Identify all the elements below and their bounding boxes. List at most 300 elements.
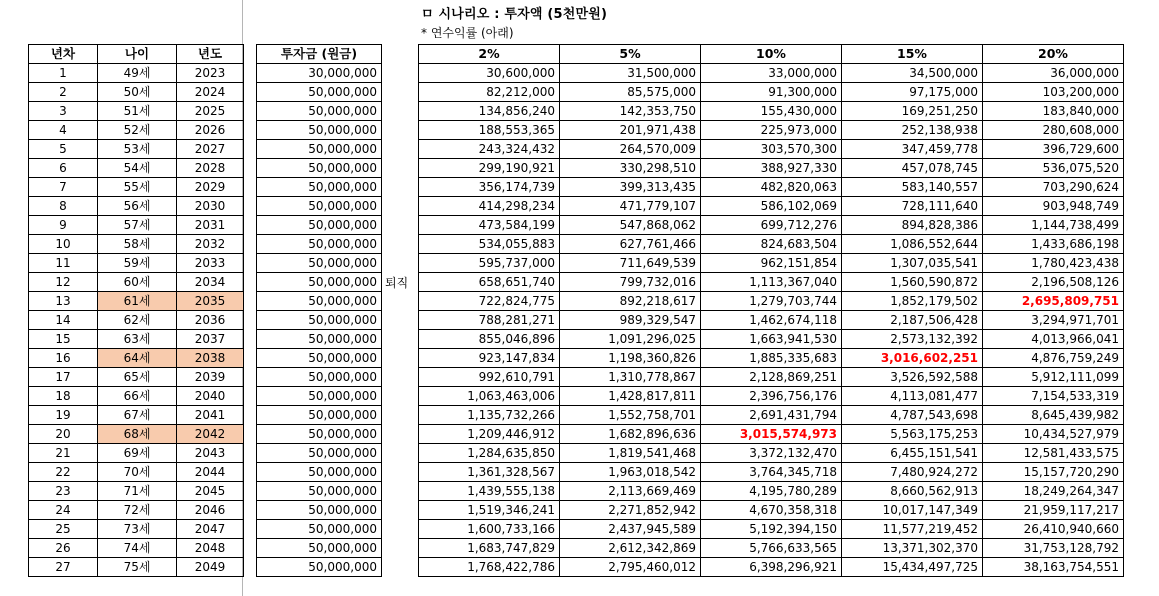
year-cell[interactable]: 2047 xyxy=(177,520,244,539)
age-cell[interactable]: 60세 xyxy=(98,273,177,292)
value-cell-10pct[interactable]: 1,113,367,040 xyxy=(701,273,842,292)
value-cell-20pct[interactable]: 1,433,686,198 xyxy=(983,235,1124,254)
value-cell-20pct[interactable]: 2,695,809,751 xyxy=(983,292,1124,311)
investment-row xyxy=(257,520,382,539)
age-cell[interactable]: 64세 xyxy=(98,349,177,368)
investment-cell[interactable]: 50,000,000 xyxy=(257,121,382,140)
value-cell-20pct[interactable]: 7,154,533,319 xyxy=(983,387,1124,406)
header-rate-5pct[interactable]: 5% xyxy=(560,45,701,64)
value-cell-2pct[interactable]: 243,324,432 xyxy=(419,140,560,159)
value-cell-20pct[interactable]: 26,410,940,660 xyxy=(983,520,1124,539)
value-cell-15pct[interactable]: 1,852,179,502 xyxy=(842,292,983,311)
scenario-row xyxy=(419,539,1124,558)
year-age-row xyxy=(29,558,244,577)
scenario-row xyxy=(419,463,1124,482)
value-cell-2pct[interactable]: 188,553,365 xyxy=(419,121,560,140)
age-cell[interactable]: 62세 xyxy=(98,311,177,330)
year-cell[interactable]: 2035 xyxy=(177,292,244,311)
value-cell-15pct[interactable]: 347,459,778 xyxy=(842,140,983,159)
value-cell-10pct[interactable]: 1,462,674,118 xyxy=(701,311,842,330)
year-age-row xyxy=(29,482,244,501)
year-cell[interactable]: 2041 xyxy=(177,406,244,425)
year-age-row xyxy=(29,121,244,140)
investment-row xyxy=(257,216,382,235)
value-cell-5pct[interactable]: 627,761,466 xyxy=(560,235,701,254)
age-cell[interactable]: 51세 xyxy=(98,102,177,121)
value-cell-2pct[interactable]: 1,361,328,567 xyxy=(419,463,560,482)
year-cell[interactable]: 2028 xyxy=(177,159,244,178)
year-no-cell[interactable]: 16 xyxy=(29,349,98,368)
value-cell-10pct[interactable]: 388,927,330 xyxy=(701,159,842,178)
investment-cell[interactable]: 50,000,000 xyxy=(257,140,382,159)
year-cell[interactable]: 2027 xyxy=(177,140,244,159)
investment-row xyxy=(257,368,382,387)
year-no-cell[interactable]: 18 xyxy=(29,387,98,406)
scenario-row xyxy=(419,292,1124,311)
value-cell-5pct[interactable]: 2,113,669,469 xyxy=(560,482,701,501)
value-cell-20pct[interactable]: 183,840,000 xyxy=(983,102,1124,121)
value-cell-2pct[interactable]: 1,519,346,241 xyxy=(419,501,560,520)
year-no-cell[interactable]: 19 xyxy=(29,406,98,425)
scenario-row xyxy=(419,64,1124,83)
value-cell-15pct[interactable]: 583,140,557 xyxy=(842,178,983,197)
year-cell[interactable]: 2034 xyxy=(177,273,244,292)
header-year[interactable]: 년도 xyxy=(177,45,244,64)
year-age-row xyxy=(29,140,244,159)
value-cell-5pct[interactable]: 1,428,817,811 xyxy=(560,387,701,406)
year-age-row xyxy=(29,425,244,444)
value-cell-2pct[interactable]: 722,824,775 xyxy=(419,292,560,311)
value-cell-10pct[interactable]: 3,372,132,470 xyxy=(701,444,842,463)
investment-cell[interactable]: 50,000,000 xyxy=(257,178,382,197)
age-cell[interactable]: 59세 xyxy=(98,254,177,273)
value-cell-10pct[interactable]: 824,683,504 xyxy=(701,235,842,254)
value-cell-15pct[interactable]: 97,175,000 xyxy=(842,83,983,102)
investment-row xyxy=(257,425,382,444)
year-cell[interactable]: 2032 xyxy=(177,235,244,254)
investment-cell[interactable]: 50,000,000 xyxy=(257,482,382,501)
scenario-row xyxy=(419,520,1124,539)
value-cell-10pct[interactable]: 3,764,345,718 xyxy=(701,463,842,482)
value-cell-5pct[interactable]: 201,971,438 xyxy=(560,121,701,140)
value-cell-5pct[interactable]: 142,353,750 xyxy=(560,102,701,121)
value-cell-5pct[interactable]: 2,271,852,942 xyxy=(560,501,701,520)
investment-cell[interactable]: 50,000,000 xyxy=(257,235,382,254)
investment-row xyxy=(257,349,382,368)
value-cell-5pct[interactable]: 264,570,009 xyxy=(560,140,701,159)
investment-cell[interactable]: 50,000,000 xyxy=(257,444,382,463)
value-cell-5pct[interactable]: 989,329,547 xyxy=(560,311,701,330)
investment-cell[interactable]: 50,000,000 xyxy=(257,520,382,539)
value-cell-20pct[interactable]: 21,959,117,217 xyxy=(983,501,1124,520)
year-cell[interactable]: 2026 xyxy=(177,121,244,140)
year-no-cell[interactable]: 7 xyxy=(29,178,98,197)
value-cell-15pct[interactable]: 34,500,000 xyxy=(842,64,983,83)
age-cell[interactable]: 67세 xyxy=(98,406,177,425)
year-cell[interactable]: 2044 xyxy=(177,463,244,482)
year-no-cell[interactable]: 12 xyxy=(29,273,98,292)
investment-cell[interactable]: 50,000,000 xyxy=(257,273,382,292)
investment-cell[interactable]: 50,000,000 xyxy=(257,83,382,102)
value-cell-5pct[interactable]: 2,437,945,589 xyxy=(560,520,701,539)
value-cell-2pct[interactable]: 1,209,446,912 xyxy=(419,425,560,444)
value-cell-5pct[interactable]: 1,819,541,468 xyxy=(560,444,701,463)
year-no-cell[interactable]: 14 xyxy=(29,311,98,330)
value-cell-10pct[interactable]: 2,691,431,794 xyxy=(701,406,842,425)
age-cell[interactable]: 54세 xyxy=(98,159,177,178)
year-no-cell[interactable]: 22 xyxy=(29,463,98,482)
investment-row xyxy=(257,444,382,463)
scenario-row xyxy=(419,501,1124,520)
year-no-cell[interactable]: 23 xyxy=(29,482,98,501)
value-cell-5pct[interactable]: 799,732,016 xyxy=(560,273,701,292)
investment-row xyxy=(257,102,382,121)
scenario-row xyxy=(419,444,1124,463)
year-cell[interactable]: 2043 xyxy=(177,444,244,463)
investment-cell[interactable]: 50,000,000 xyxy=(257,463,382,482)
value-cell-5pct[interactable]: 1,963,018,542 xyxy=(560,463,701,482)
investment-cell[interactable]: 50,000,000 xyxy=(257,387,382,406)
value-cell-10pct[interactable]: 6,398,296,921 xyxy=(701,558,842,577)
year-cell[interactable]: 2033 xyxy=(177,254,244,273)
value-cell-15pct[interactable]: 169,251,250 xyxy=(842,102,983,121)
value-cell-5pct[interactable]: 399,313,435 xyxy=(560,178,701,197)
investment-cell[interactable]: 50,000,000 xyxy=(257,292,382,311)
value-cell-5pct[interactable]: 547,868,062 xyxy=(560,216,701,235)
value-cell-10pct[interactable]: 225,973,000 xyxy=(701,121,842,140)
value-cell-15pct[interactable]: 1,560,590,872 xyxy=(842,273,983,292)
value-cell-5pct[interactable]: 31,500,000 xyxy=(560,64,701,83)
age-cell[interactable]: 73세 xyxy=(98,520,177,539)
value-cell-10pct[interactable]: 1,279,703,744 xyxy=(701,292,842,311)
year-no-cell[interactable]: 21 xyxy=(29,444,98,463)
year-age-row xyxy=(29,330,244,349)
year-no-cell[interactable]: 9 xyxy=(29,216,98,235)
value-cell-20pct[interactable]: 396,729,600 xyxy=(983,140,1124,159)
value-cell-15pct[interactable]: 3,526,592,588 xyxy=(842,368,983,387)
value-cell-20pct[interactable]: 2,196,508,126 xyxy=(983,273,1124,292)
value-cell-2pct[interactable]: 534,055,883 xyxy=(419,235,560,254)
year-no-cell[interactable]: 20 xyxy=(29,425,98,444)
investment-row xyxy=(257,311,382,330)
value-cell-15pct[interactable]: 15,434,497,725 xyxy=(842,558,983,577)
age-cell[interactable]: 56세 xyxy=(98,197,177,216)
year-no-cell[interactable]: 2 xyxy=(29,83,98,102)
scenario-row xyxy=(419,159,1124,178)
year-cell[interactable]: 2030 xyxy=(177,197,244,216)
value-cell-20pct[interactable]: 536,075,520 xyxy=(983,159,1124,178)
value-cell-5pct[interactable]: 2,795,460,012 xyxy=(560,558,701,577)
investment-cell[interactable]: 50,000,000 xyxy=(257,102,382,121)
value-cell-15pct[interactable]: 7,480,924,272 xyxy=(842,463,983,482)
value-cell-5pct[interactable]: 1,091,296,025 xyxy=(560,330,701,349)
year-cell[interactable]: 2036 xyxy=(177,311,244,330)
value-cell-2pct[interactable]: 1,600,733,166 xyxy=(419,520,560,539)
investment-cell[interactable]: 50,000,000 xyxy=(257,539,382,558)
age-cell[interactable]: 53세 xyxy=(98,140,177,159)
value-cell-5pct[interactable]: 1,682,896,636 xyxy=(560,425,701,444)
value-cell-2pct[interactable]: 473,584,199 xyxy=(419,216,560,235)
value-cell-5pct[interactable]: 1,198,360,826 xyxy=(560,349,701,368)
scenario-row xyxy=(419,197,1124,216)
value-cell-10pct[interactable]: 1,885,335,683 xyxy=(701,349,842,368)
value-cell-15pct[interactable]: 10,017,147,349 xyxy=(842,501,983,520)
year-cell[interactable]: 2038 xyxy=(177,349,244,368)
value-cell-20pct[interactable]: 15,157,720,290 xyxy=(983,463,1124,482)
age-cell[interactable]: 58세 xyxy=(98,235,177,254)
value-cell-2pct[interactable]: 1,135,732,266 xyxy=(419,406,560,425)
value-cell-10pct[interactable]: 91,300,000 xyxy=(701,83,842,102)
value-cell-2pct[interactable]: 788,281,271 xyxy=(419,311,560,330)
investment-cell[interactable]: 50,000,000 xyxy=(257,197,382,216)
value-cell-2pct[interactable]: 992,610,791 xyxy=(419,368,560,387)
year-age-row xyxy=(29,216,244,235)
year-cell[interactable]: 2040 xyxy=(177,387,244,406)
header-age[interactable]: 나이 xyxy=(98,45,177,64)
header-rate-20pct[interactable]: 20% xyxy=(983,45,1124,64)
year-no-cell[interactable]: 13 xyxy=(29,292,98,311)
age-cell[interactable]: 49세 xyxy=(98,64,177,83)
value-cell-15pct[interactable]: 1,307,035,541 xyxy=(842,254,983,273)
investment-cell[interactable]: 50,000,000 xyxy=(257,254,382,273)
scenario-row xyxy=(419,482,1124,501)
value-cell-2pct[interactable]: 595,737,000 xyxy=(419,254,560,273)
value-cell-20pct[interactable]: 703,290,624 xyxy=(983,178,1124,197)
value-cell-2pct[interactable]: 356,174,739 xyxy=(419,178,560,197)
value-cell-15pct[interactable]: 2,187,506,428 xyxy=(842,311,983,330)
year-no-cell[interactable]: 24 xyxy=(29,501,98,520)
header-investment[interactable]: 투자금 (원금) xyxy=(257,45,382,64)
value-cell-2pct[interactable]: 82,212,000 xyxy=(419,83,560,102)
value-cell-5pct[interactable]: 892,218,617 xyxy=(560,292,701,311)
investment-row xyxy=(257,463,382,482)
year-age-row xyxy=(29,83,244,102)
value-cell-2pct[interactable]: 855,046,896 xyxy=(419,330,560,349)
header-rate-10pct[interactable]: 10% xyxy=(701,45,842,64)
value-cell-5pct[interactable]: 471,779,107 xyxy=(560,197,701,216)
value-cell-2pct[interactable]: 1,439,555,138 xyxy=(419,482,560,501)
year-age-table xyxy=(28,44,244,577)
scenario-row xyxy=(419,83,1124,102)
value-cell-20pct[interactable]: 1,780,423,438 xyxy=(983,254,1124,273)
value-cell-5pct[interactable]: 1,552,758,701 xyxy=(560,406,701,425)
value-cell-20pct[interactable]: 31,753,128,792 xyxy=(983,539,1124,558)
value-cell-2pct[interactable]: 1,284,635,850 xyxy=(419,444,560,463)
year-cell[interactable]: 2045 xyxy=(177,482,244,501)
value-cell-15pct[interactable]: 894,828,386 xyxy=(842,216,983,235)
age-cell[interactable]: 52세 xyxy=(98,121,177,140)
investment-cell[interactable]: 50,000,000 xyxy=(257,349,382,368)
year-no-cell[interactable]: 5 xyxy=(29,140,98,159)
value-cell-2pct[interactable]: 658,651,740 xyxy=(419,273,560,292)
age-cell[interactable]: 72세 xyxy=(98,501,177,520)
age-cell[interactable]: 71세 xyxy=(98,482,177,501)
investment-row xyxy=(257,501,382,520)
investment-row xyxy=(257,64,382,83)
value-cell-2pct[interactable]: 30,600,000 xyxy=(419,64,560,83)
age-cell[interactable]: 57세 xyxy=(98,216,177,235)
investment-cell[interactable]: 50,000,000 xyxy=(257,406,382,425)
retire-label: 퇴직 xyxy=(385,276,409,290)
scenario-row xyxy=(419,216,1124,235)
value-cell-10pct[interactable]: 2,396,756,176 xyxy=(701,387,842,406)
age-cell[interactable]: 75세 xyxy=(98,558,177,577)
age-cell[interactable]: 50세 xyxy=(98,83,177,102)
age-cell[interactable]: 66세 xyxy=(98,387,177,406)
value-cell-20pct[interactable]: 18,249,264,347 xyxy=(983,482,1124,501)
value-cell-2pct[interactable]: 1,768,422,786 xyxy=(419,558,560,577)
value-cell-2pct[interactable]: 134,856,240 xyxy=(419,102,560,121)
year-no-cell[interactable]: 6 xyxy=(29,159,98,178)
year-cell[interactable]: 2049 xyxy=(177,558,244,577)
scenario-row xyxy=(419,254,1124,273)
year-no-cell[interactable]: 25 xyxy=(29,520,98,539)
value-cell-10pct[interactable]: 4,195,780,289 xyxy=(701,482,842,501)
value-cell-20pct[interactable]: 12,581,433,575 xyxy=(983,444,1124,463)
value-cell-20pct[interactable]: 38,163,754,551 xyxy=(983,558,1124,577)
value-cell-15pct[interactable]: 2,573,132,392 xyxy=(842,330,983,349)
year-age-row xyxy=(29,102,244,121)
value-cell-10pct[interactable]: 5,766,633,565 xyxy=(701,539,842,558)
year-cell[interactable]: 2025 xyxy=(177,102,244,121)
age-cell[interactable]: 63세 xyxy=(98,330,177,349)
age-cell[interactable]: 61세 xyxy=(98,292,177,311)
value-cell-10pct[interactable]: 5,192,394,150 xyxy=(701,520,842,539)
value-cell-20pct[interactable]: 8,645,439,982 xyxy=(983,406,1124,425)
year-no-cell[interactable]: 4 xyxy=(29,121,98,140)
investment-cell[interactable]: 50,000,000 xyxy=(257,330,382,349)
year-cell[interactable]: 2024 xyxy=(177,83,244,102)
year-no-cell[interactable]: 26 xyxy=(29,539,98,558)
age-cell[interactable]: 74세 xyxy=(98,539,177,558)
year-cell[interactable]: 2023 xyxy=(177,64,244,83)
year-cell[interactable]: 2042 xyxy=(177,425,244,444)
value-cell-2pct[interactable]: 1,683,747,829 xyxy=(419,539,560,558)
value-cell-20pct[interactable]: 5,912,111,099 xyxy=(983,368,1124,387)
value-cell-10pct[interactable]: 1,663,941,530 xyxy=(701,330,842,349)
value-cell-10pct[interactable]: 2,128,869,251 xyxy=(701,368,842,387)
year-no-cell[interactable]: 15 xyxy=(29,330,98,349)
year-cell[interactable]: 2031 xyxy=(177,216,244,235)
value-cell-15pct[interactable]: 1,086,552,644 xyxy=(842,235,983,254)
value-cell-2pct[interactable]: 414,298,234 xyxy=(419,197,560,216)
value-cell-15pct[interactable]: 4,787,543,698 xyxy=(842,406,983,425)
investment-cell[interactable]: 50,000,000 xyxy=(257,216,382,235)
value-cell-2pct[interactable]: 299,190,921 xyxy=(419,159,560,178)
year-cell[interactable]: 2039 xyxy=(177,368,244,387)
age-cell[interactable]: 68세 xyxy=(98,425,177,444)
value-cell-15pct[interactable]: 5,563,175,253 xyxy=(842,425,983,444)
investment-row xyxy=(257,539,382,558)
value-cell-10pct[interactable]: 699,712,276 xyxy=(701,216,842,235)
year-cell[interactable]: 2048 xyxy=(177,539,244,558)
year-age-row xyxy=(29,444,244,463)
year-no-cell[interactable]: 17 xyxy=(29,368,98,387)
header-rate-15pct[interactable]: 15% xyxy=(842,45,983,64)
value-cell-20pct[interactable]: 10,434,527,979 xyxy=(983,425,1124,444)
value-cell-10pct[interactable]: 4,670,358,318 xyxy=(701,501,842,520)
value-cell-5pct[interactable]: 711,649,539 xyxy=(560,254,701,273)
year-no-cell[interactable]: 11 xyxy=(29,254,98,273)
scenario-row xyxy=(419,178,1124,197)
value-cell-15pct[interactable]: 13,371,302,370 xyxy=(842,539,983,558)
value-cell-15pct[interactable]: 4,113,081,477 xyxy=(842,387,983,406)
value-cell-20pct[interactable]: 3,294,971,701 xyxy=(983,311,1124,330)
year-age-header-row xyxy=(29,45,244,64)
value-cell-15pct[interactable]: 457,078,745 xyxy=(842,159,983,178)
value-cell-10pct[interactable]: 33,000,000 xyxy=(701,64,842,83)
value-cell-5pct[interactable]: 1,310,778,867 xyxy=(560,368,701,387)
scenario-row xyxy=(419,121,1124,140)
age-cell[interactable]: 65세 xyxy=(98,368,177,387)
year-cell[interactable]: 2046 xyxy=(177,501,244,520)
value-cell-10pct[interactable]: 962,151,854 xyxy=(701,254,842,273)
value-cell-20pct[interactable]: 280,608,000 xyxy=(983,121,1124,140)
header-year-no[interactable]: 년차 xyxy=(29,45,98,64)
investment-cell[interactable]: 50,000,000 xyxy=(257,425,382,444)
value-cell-10pct[interactable]: 303,570,300 xyxy=(701,140,842,159)
header-rate-2pct[interactable]: 2% xyxy=(419,45,560,64)
value-cell-20pct[interactable]: 1,144,738,499 xyxy=(983,216,1124,235)
value-cell-2pct[interactable]: 923,147,834 xyxy=(419,349,560,368)
investment-row xyxy=(257,558,382,577)
value-cell-5pct[interactable]: 85,575,000 xyxy=(560,83,701,102)
investment-cell[interactable]: 50,000,000 xyxy=(257,558,382,577)
value-cell-5pct[interactable]: 2,612,342,869 xyxy=(560,539,701,558)
investment-row xyxy=(257,235,382,254)
investment-cell[interactable]: 50,000,000 xyxy=(257,368,382,387)
investment-row xyxy=(257,121,382,140)
year-no-cell[interactable]: 8 xyxy=(29,197,98,216)
rate-header-row xyxy=(419,45,1124,64)
age-cell[interactable]: 70세 xyxy=(98,463,177,482)
year-no-cell[interactable]: 10 xyxy=(29,235,98,254)
year-no-cell[interactable]: 1 xyxy=(29,64,98,83)
value-cell-10pct[interactable]: 482,820,063 xyxy=(701,178,842,197)
value-cell-15pct[interactable]: 728,111,640 xyxy=(842,197,983,216)
investment-cell[interactable]: 50,000,000 xyxy=(257,311,382,330)
value-cell-15pct[interactable]: 3,016,602,251 xyxy=(842,349,983,368)
value-cell-10pct[interactable]: 3,015,574,973 xyxy=(701,425,842,444)
value-cell-15pct[interactable]: 11,577,219,452 xyxy=(842,520,983,539)
scenario-row xyxy=(419,349,1124,368)
value-cell-20pct[interactable]: 4,876,759,249 xyxy=(983,349,1124,368)
value-cell-2pct[interactable]: 1,063,463,006 xyxy=(419,387,560,406)
year-no-cell[interactable]: 27 xyxy=(29,558,98,577)
investment-cell[interactable]: 30,000,000 xyxy=(257,64,382,83)
year-cell[interactable]: 2029 xyxy=(177,178,244,197)
year-no-cell[interactable]: 3 xyxy=(29,102,98,121)
value-cell-20pct[interactable]: 4,013,966,041 xyxy=(983,330,1124,349)
value-cell-5pct[interactable]: 330,298,510 xyxy=(560,159,701,178)
value-cell-15pct[interactable]: 8,660,562,913 xyxy=(842,482,983,501)
value-cell-15pct[interactable]: 6,455,151,541 xyxy=(842,444,983,463)
value-cell-10pct[interactable]: 155,430,000 xyxy=(701,102,842,121)
age-cell[interactable]: 69세 xyxy=(98,444,177,463)
value-cell-20pct[interactable]: 903,948,749 xyxy=(983,197,1124,216)
year-age-row xyxy=(29,501,244,520)
value-cell-20pct[interactable]: 36,000,000 xyxy=(983,64,1124,83)
investment-cell[interactable]: 50,000,000 xyxy=(257,159,382,178)
value-cell-10pct[interactable]: 586,102,069 xyxy=(701,197,842,216)
year-cell[interactable]: 2037 xyxy=(177,330,244,349)
investment-row xyxy=(257,387,382,406)
investment-cell[interactable]: 50,000,000 xyxy=(257,501,382,520)
value-cell-20pct[interactable]: 103,200,000 xyxy=(983,83,1124,102)
investment-row xyxy=(257,292,382,311)
value-cell-15pct[interactable]: 252,138,938 xyxy=(842,121,983,140)
age-cell[interactable]: 55세 xyxy=(98,178,177,197)
